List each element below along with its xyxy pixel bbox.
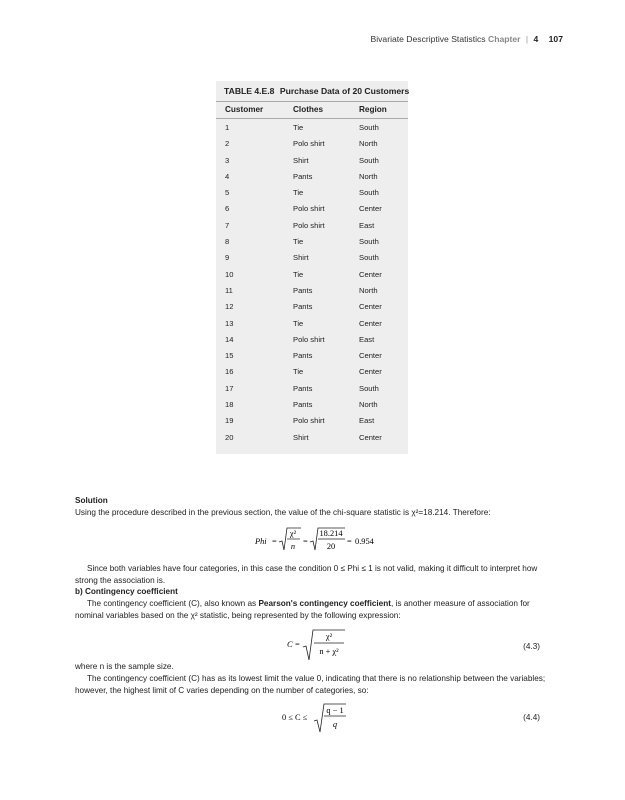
para3-bold: Pearson's contingency coefficient <box>258 599 391 608</box>
table-header-row <box>216 101 408 119</box>
subheading-label: b) <box>75 587 83 596</box>
cell-region: North <box>359 285 378 295</box>
table-row <box>216 217 408 233</box>
phi-numerator: χ² <box>289 529 297 538</box>
table-body <box>216 119 408 445</box>
cell-clothes: Polo shirt <box>293 334 325 344</box>
cell-clothes: Pants <box>293 302 313 312</box>
intro-text-end: . Therefore: <box>448 507 491 517</box>
table-row <box>216 266 408 282</box>
cell-clothes: Shirt <box>293 253 309 263</box>
table-row <box>216 298 408 314</box>
cell-region: Center <box>359 318 382 328</box>
cell-customer: 11 <box>225 285 233 295</box>
cell-clothes: Polo shirt <box>293 139 325 149</box>
equation-4-4 <box>282 701 402 737</box>
table-row <box>216 200 408 216</box>
cell-clothes: Pants <box>293 351 313 361</box>
cell-clothes: Polo shirt <box>293 204 325 214</box>
equation-number-4-4: (4.4) <box>523 713 540 722</box>
cell-clothes: Pants <box>293 383 313 393</box>
table-caption: Purchase Data of 20 Customers <box>279 86 410 96</box>
cell-clothes: Tie <box>293 188 304 198</box>
solution-section <box>75 495 553 518</box>
cell-customer: 8 <box>225 237 230 247</box>
solution-intro <box>75 507 553 519</box>
cell-customer: 7 <box>225 220 230 230</box>
solution-heading: Solution <box>75 496 108 505</box>
table-row <box>216 282 408 298</box>
eq43-denominator: n + χ² <box>319 647 339 656</box>
cell-customer: 17 <box>225 383 234 393</box>
equation-number-4-3: (4.3) <box>523 642 540 651</box>
cell-clothes: Tie <box>293 237 304 247</box>
eq43-equals: = <box>295 640 300 649</box>
cell-region: North <box>359 139 378 149</box>
cell-region: South <box>359 123 379 132</box>
cell-clothes: Tie <box>293 367 304 377</box>
column-header-customer: Customer <box>225 105 264 114</box>
cell-customer: 4 <box>225 171 230 181</box>
cell-region: North <box>359 171 378 181</box>
cell-clothes: Pants <box>293 400 313 410</box>
eq43-numerator: χ² <box>325 632 333 641</box>
cell-region: Center <box>359 269 382 279</box>
cell-customer: 19 <box>225 416 234 426</box>
cell-clothes: Shirt <box>293 432 309 442</box>
phi-numerator-value: 18.214 <box>319 529 343 538</box>
cell-clothes: Pants <box>293 171 313 181</box>
cell-region: Center <box>359 432 382 442</box>
table-row <box>216 233 408 249</box>
chapter-label: Chapter <box>487 34 521 44</box>
table-row <box>216 347 408 363</box>
phi-equals-2: = <box>303 537 308 546</box>
phi-denominator-value: 20 <box>326 542 336 551</box>
cell-customer: 14 <box>225 334 234 344</box>
cell-customer: 16 <box>225 367 234 377</box>
cell-customer: 9 <box>225 253 230 263</box>
cell-clothes: Polo shirt <box>293 416 325 426</box>
page-number: 107 <box>548 34 563 44</box>
table-row <box>216 119 408 135</box>
table-row <box>216 380 408 396</box>
eq44-lhs: 0 ≤ C ≤ <box>282 713 308 722</box>
cell-region: North <box>359 400 378 410</box>
eq43-lhs: C <box>287 640 293 649</box>
cell-clothes: Shirt <box>293 155 309 165</box>
intro-text: Using the procedure described in the previous section, the value of the chi-square statistic is <box>75 507 410 517</box>
phi-equals: = <box>272 537 277 546</box>
cell-clothes: Pants <box>293 285 313 295</box>
cell-customer: 15 <box>225 351 234 361</box>
paragraph-contingency-limits: The contingency coefficient (C) has as its lowest limit the value 0, indicating that there is no relationship between the variables; however, the highest limit of C varies depending on the number of categories, so: <box>75 674 546 695</box>
eq44-numerator: q − 1 <box>326 706 344 715</box>
cell-region: East <box>359 334 375 344</box>
cell-clothes: Tie <box>293 123 304 132</box>
phi-equals-3: = <box>347 537 352 546</box>
cell-clothes: Tie <box>293 269 304 279</box>
cell-customer: 2 <box>225 139 230 149</box>
phi-formula <box>255 524 495 554</box>
paragraph-phi-condition: Since both variables have four categories, in this case the condition 0 ≤ Phi ≤ 1 is not valid, making it difficult to interpret how strong the association is. <box>75 564 538 585</box>
cell-region: Center <box>359 302 382 312</box>
cell-customer: 13 <box>225 318 234 328</box>
cell-customer: 6 <box>225 204 230 214</box>
cell-region: South <box>359 253 379 263</box>
cell-customer: 10 <box>225 269 234 279</box>
chapter-number: 4 <box>533 34 539 44</box>
cell-region: South <box>359 237 379 247</box>
phi-result: 0.954 <box>355 537 374 546</box>
running-header <box>370 34 563 44</box>
cell-region: East <box>359 416 375 426</box>
cell-region: South <box>359 188 379 198</box>
table-row <box>216 315 408 331</box>
table-row <box>216 184 408 200</box>
cell-region: East <box>359 220 375 230</box>
table-title <box>224 86 412 96</box>
para3-before: The contingency coefficient (C), also known as <box>87 599 257 608</box>
table-row <box>216 363 408 379</box>
chi-square-value: χ²=18.214 <box>411 507 449 517</box>
column-header-region: Region <box>359 105 387 114</box>
cell-region: Center <box>359 367 382 377</box>
running-title: Bivariate Descriptive Statistics <box>370 34 486 44</box>
data-table <box>216 81 408 454</box>
para3-after: , is another measure of association for nominal variables based on the χ² statistic, being represented by the following expression: <box>75 599 530 620</box>
table-row <box>216 331 408 347</box>
where-sample-size: where n is the sample size. <box>75 662 174 671</box>
table-label: TABLE 4.E.8 <box>224 86 275 96</box>
phi-lhs: Phi <box>255 537 267 546</box>
cell-customer: 18 <box>225 400 234 410</box>
header-separator: | <box>525 34 529 44</box>
cell-clothes: Polo shirt <box>293 220 325 230</box>
cell-region: Center <box>359 204 382 214</box>
cell-customer: 5 <box>225 188 230 198</box>
cell-customer: 1 <box>225 123 230 132</box>
table-row <box>216 168 408 184</box>
table-row <box>216 396 408 412</box>
table-row <box>216 135 408 151</box>
cell-customer: 12 <box>225 302 234 312</box>
cell-customer: 3 <box>225 155 230 165</box>
table-row <box>216 152 408 168</box>
column-header-clothes: Clothes <box>293 105 324 114</box>
cell-clothes: Tie <box>293 318 304 328</box>
subheading-title: Contingency coefficient <box>85 587 178 596</box>
phi-denominator: n <box>290 542 296 551</box>
eq44-denominator: q <box>332 720 338 729</box>
cell-region: South <box>359 155 379 165</box>
cell-region: South <box>359 383 379 393</box>
table-row <box>216 429 408 445</box>
paragraph-contingency-definition <box>75 598 553 621</box>
cell-customer: 20 <box>225 432 234 442</box>
cell-region: Center <box>359 351 382 361</box>
subheading-contingency <box>75 586 553 598</box>
table-row <box>216 249 408 265</box>
table-row <box>216 412 408 428</box>
